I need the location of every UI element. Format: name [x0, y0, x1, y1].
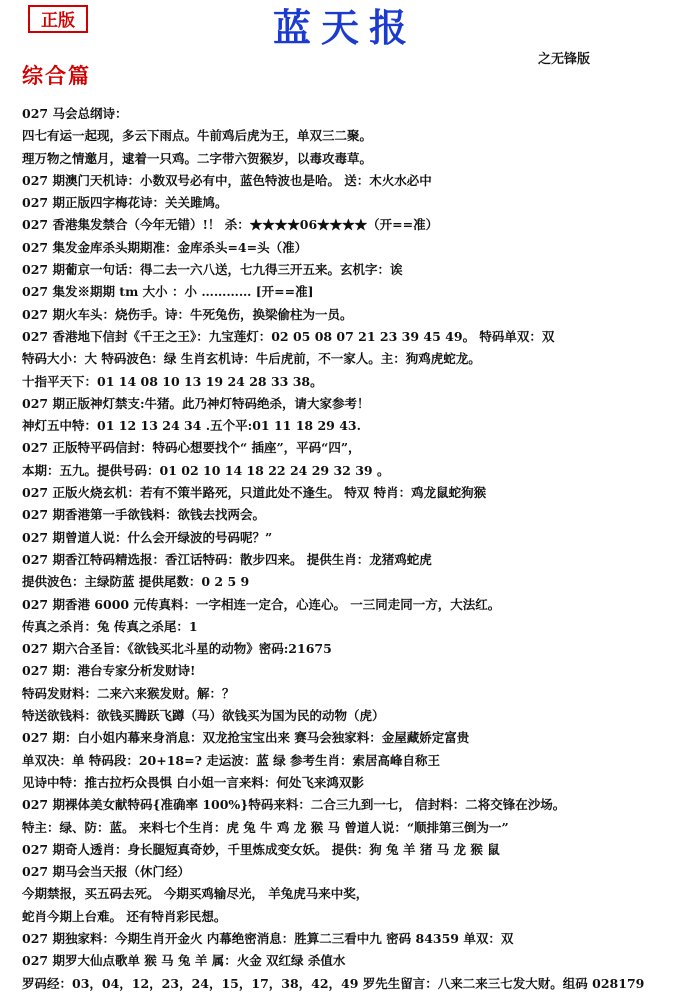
text-line: 027 正版特平码信封：特码心想要找个“ 插座”，平码“四”， — [22, 440, 361, 456]
text-line: 027 香港集发禁合（今年无错）!！ 杀：★★★★06★★★★（开==准） — [22, 217, 439, 233]
text-line: 神灯五中特：01 12 13 24 34 .五个平:01 11 18 29 43. — [22, 418, 361, 434]
newspaper-title: 蓝天报 — [272, 5, 417, 50]
edition-label: 之无锋版 — [538, 52, 591, 67]
text-line: 027 期马会当天报（休门经） — [22, 864, 190, 880]
text-line: 027 期裸体美女献特码{准确率 100%}特码来料：二合三九到一七， 信封料：二将交锋在沙场。 — [22, 797, 566, 813]
genuine-edition-badge: 正版 — [28, 5, 88, 33]
text-line: 027 期六合圣旨：《欲钱买北斗星的动物》密码:21675 — [22, 641, 332, 657]
text-line: 027 期葡京一句话：得二去一六八送，七九得三开五来。玄机字：诶 — [22, 262, 403, 278]
text-line: 027 期香江特码精选报：香江话特码：散步四来。 提供生肖：龙猪鸡蛇虎 — [22, 551, 432, 567]
text-line: 特送欲钱料：欲钱买腾跃飞蹲（马）欲钱买为国为民的动物（虎） — [22, 708, 385, 724]
text-line: 四七有运一起现，多云下雨点。牛前鸡后虎为王，单双三二聚。 — [22, 128, 373, 144]
text-line: 特码发财料：二来六来猴发财。解：？ — [22, 685, 235, 701]
text-line: 罗码经：03，04，12，23，24，15，17，38，42，49 罗先生留言：八来二来三七发大财。组码 028179 — [22, 975, 645, 991]
text-line: 提供波色：主绿防蓝 提供尾数：0 2 5 9 — [22, 574, 250, 590]
text-line: 今期禁报，买五码去死。 今期买鸡输尽光， 羊兔虎马来中奖， — [22, 886, 369, 902]
text-line: 027 期正版神灯禁支:牛猪。此乃神灯特码绝杀，请大家参考！ — [22, 395, 370, 411]
text-line: 027 集发※期期 tm 大小 ：小 ………… [开==准] — [22, 284, 314, 300]
text-line: 本期：五九。提供号码：01 02 10 14 18 22 24 29 32 39 。 — [22, 462, 390, 478]
text-line: 027 期香港 6000 元传真料：一字相连一定合，心连心。 一三同走同一方，大法红。 — [22, 596, 501, 612]
text-line: 蛇肖今期上台难。 还有特肖彩民想。 — [22, 908, 227, 924]
text-line: 特码大小：大 特码波色：绿 生肖玄机诗：牛后虎前，不一家人。主：狗鸡虎蛇龙。 — [22, 351, 481, 367]
text-line: 027 期独家料：今期生肖开金火 内幕绝密消息：胜算二三看中九 密码 84359 单双：双 — [22, 930, 514, 946]
text-line: 027 香港地下信封《千王之王》：九宝莲灯：02 05 08 07 21 23 39 45 49。 特码单双：双 — [22, 328, 555, 344]
article-body — [22, 103, 682, 995]
text-line: 027 期罗大仙点歌单 猴 马 兔 羊 属：火金 双红绿 杀值水 — [22, 953, 346, 969]
section-heading: 综合篇 — [22, 63, 91, 88]
text-line: 027 期火车头：烧伤手。诗：牛死兔伤，换梁偷柱为一员。 — [22, 306, 353, 322]
text-line: 027 正版火烧玄机：若有不策半路死，只道此处不逢生。 特双 特肖：鸡龙鼠蛇狗猴 — [22, 485, 487, 501]
text-line: 027 期正版四字梅花诗：关关雎鸠。 — [22, 195, 228, 211]
text-line: 027 期澳门天机诗：小数双号必有中，蓝色特波也是哈。 送：木火水必中 — [22, 172, 432, 188]
text-line: 特主：绿、防：蓝。 来料七个生肖：虎 兔 牛 鸡 龙 猴 马 曾道人说：“顺排第三倒为一” — [22, 819, 509, 835]
text-line: 027 期曾道人说：什么会开绿波的号码呢？” — [22, 529, 273, 545]
text-line: 027 期香港第一手欲钱料：欲钱去找两会。 — [22, 507, 265, 523]
text-line: 见诗中特：推古拉朽众畏惧 白小姐一言来料：何处飞来鸿双影 — [22, 774, 364, 790]
text-line: 027 集发金库杀头期期准：金库杀头=4=头（准） — [22, 239, 308, 255]
text-line: 单双决：单 特码段：20+18=? 走运波：蓝 绿 参考生肖：索居高峰自称王 — [22, 752, 440, 768]
text-line: 十指平天下：01 14 08 10 13 19 24 28 33 38。 — [22, 373, 323, 389]
text-line: 027 期奇人透肖：身长腿短真奇妙，千里炼成变女妖。 提供：狗 兔 羊 猪 马 龙 猴 鼠 — [22, 841, 500, 857]
text-line: 理万物之情邀月，逮着一只鸡。二字带六贺猴岁，以毒攻毒草。 — [22, 150, 373, 166]
text-line: 027 期：港台专家分析发财诗! — [22, 663, 196, 679]
text-line: 传真之杀肖：兔 传真之杀尾：1 — [22, 618, 198, 634]
text-line: 027 期：白小姐内幕来身消息：双龙抢宝宝出来 赛马会独家料：金屋藏娇定富贵 — [22, 730, 470, 746]
text-line: 027 马会总纲诗： — [22, 106, 128, 121]
